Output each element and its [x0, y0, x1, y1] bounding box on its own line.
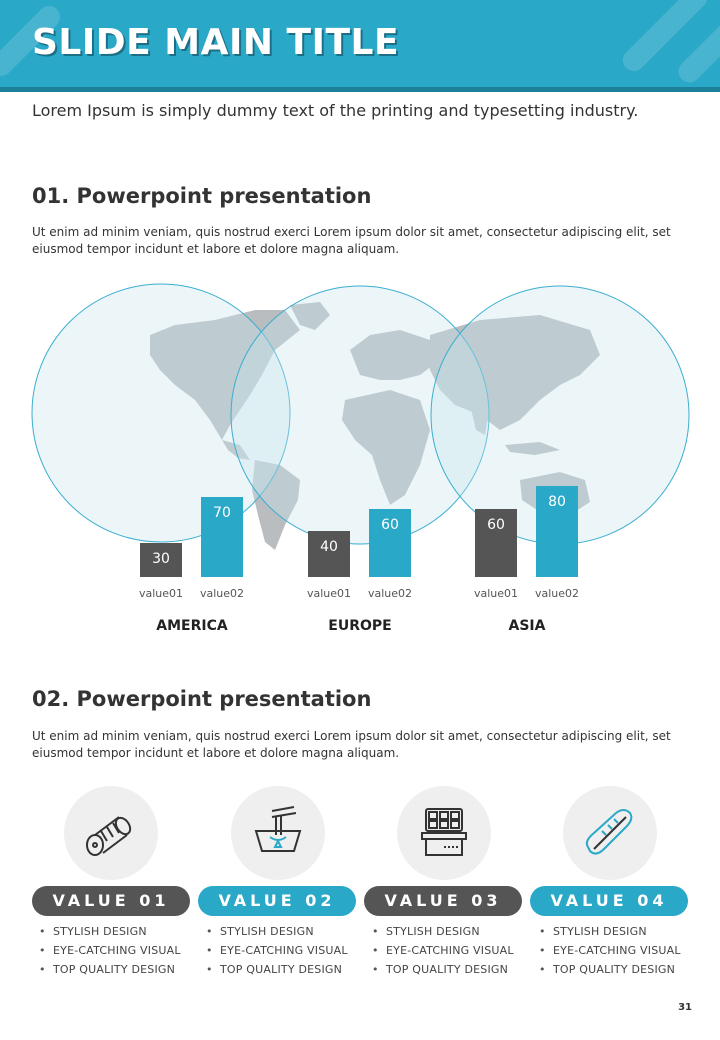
- bar-label: value02: [534, 587, 580, 600]
- list-item: • STYLISH DESIGN: [366, 922, 531, 941]
- feature-list-2: [200, 922, 365, 979]
- bar-label: value02: [199, 587, 245, 600]
- hotdog-icon-circle: [563, 786, 657, 880]
- section2-text: Ut enim ad minim veniam, quis nostrud exerci Lorem ipsum dolor sit amet, consectetur adipiscing elit, set eiusmod tempor incidunt et labore et dolore magna aliquam.: [32, 729, 671, 760]
- bar-america-value01: [140, 543, 182, 577]
- rolls-icon-circle: [64, 786, 158, 880]
- section1-text: Ut enim ad minim veniam, quis nostrud exerci Lorem ipsum dolor sit amet, consectetur adipiscing elit, set eiusmod tempor incidunt et labore et dolore magna aliquam.: [32, 225, 671, 256]
- bar-label: value01: [138, 587, 184, 600]
- bar-europe-value02: [369, 509, 411, 577]
- list-item: • TOP QUALITY DESIGN: [366, 960, 531, 979]
- bar-value-label: 40: [320, 539, 338, 555]
- list-item: • TOP QUALITY DESIGN: [200, 960, 365, 979]
- value-pill-3: VALUE 03: [364, 886, 522, 916]
- region-circles: [32, 284, 689, 544]
- bar-europe-value01: [308, 531, 350, 577]
- bar-label: value01: [306, 587, 352, 600]
- list-item: • EYE-CATCHING VISUAL: [33, 941, 198, 960]
- value-pill-1: VALUE 01: [32, 886, 190, 916]
- hotdog-icon: [580, 803, 640, 863]
- list-item: • TOP QUALITY DESIGN: [33, 960, 198, 979]
- bar-asia-value01: [475, 509, 517, 577]
- list-item: • EYE-CATCHING VISUAL: [533, 941, 698, 960]
- list-item: • STYLISH DESIGN: [200, 922, 365, 941]
- list-item: • EYE-CATCHING VISUAL: [200, 941, 365, 960]
- bar-value-label: 60: [487, 517, 505, 533]
- list-item: • STYLISH DESIGN: [33, 922, 198, 941]
- bar-value-label: 70: [213, 505, 231, 521]
- bar-america-value02: [201, 497, 243, 577]
- food-tray-icon-circle: [397, 786, 491, 880]
- region-label-europe: EUROPE: [328, 618, 392, 634]
- value-pill-2: VALUE 02: [198, 886, 356, 916]
- rolls-icon: [81, 803, 141, 863]
- bar-value-label: 60: [381, 517, 399, 533]
- slide-subtitle: Lorem Ipsum is simply dummy text of the printing and typesetting industry.: [32, 101, 639, 120]
- bar-value-label: 30: [152, 551, 170, 567]
- list-item: • EYE-CATCHING VISUAL: [366, 941, 531, 960]
- noodle-bowl-icon: [248, 803, 308, 863]
- region-label-asia: ASIA: [508, 618, 546, 634]
- slide-title: SLIDE MAIN TITLE: [32, 22, 400, 63]
- list-item: • TOP QUALITY DESIGN: [533, 960, 698, 979]
- section1-title: 01. Powerpoint presentation: [32, 184, 372, 208]
- world-map-graphic: [0, 280, 720, 580]
- noodle-bowl-icon-circle: [231, 786, 325, 880]
- section2-title: 02. Powerpoint presentation: [32, 687, 372, 711]
- feature-list-1: [33, 922, 198, 979]
- header-banner: [0, 0, 720, 92]
- food-tray-icon: [414, 803, 474, 863]
- bar-label: value01: [473, 587, 519, 600]
- bar-asia-value02: [536, 486, 578, 577]
- list-item: • STYLISH DESIGN: [533, 922, 698, 941]
- value-pill-4: VALUE 04: [530, 886, 688, 916]
- region-label-america: AMERICA: [156, 618, 228, 634]
- feature-list-4: [533, 922, 698, 979]
- header-underline: [0, 87, 720, 92]
- feature-list-3: [366, 922, 531, 979]
- bar-label: value02: [367, 587, 413, 600]
- bar-value-label: 80: [548, 494, 566, 510]
- page-number: 31: [678, 1002, 692, 1013]
